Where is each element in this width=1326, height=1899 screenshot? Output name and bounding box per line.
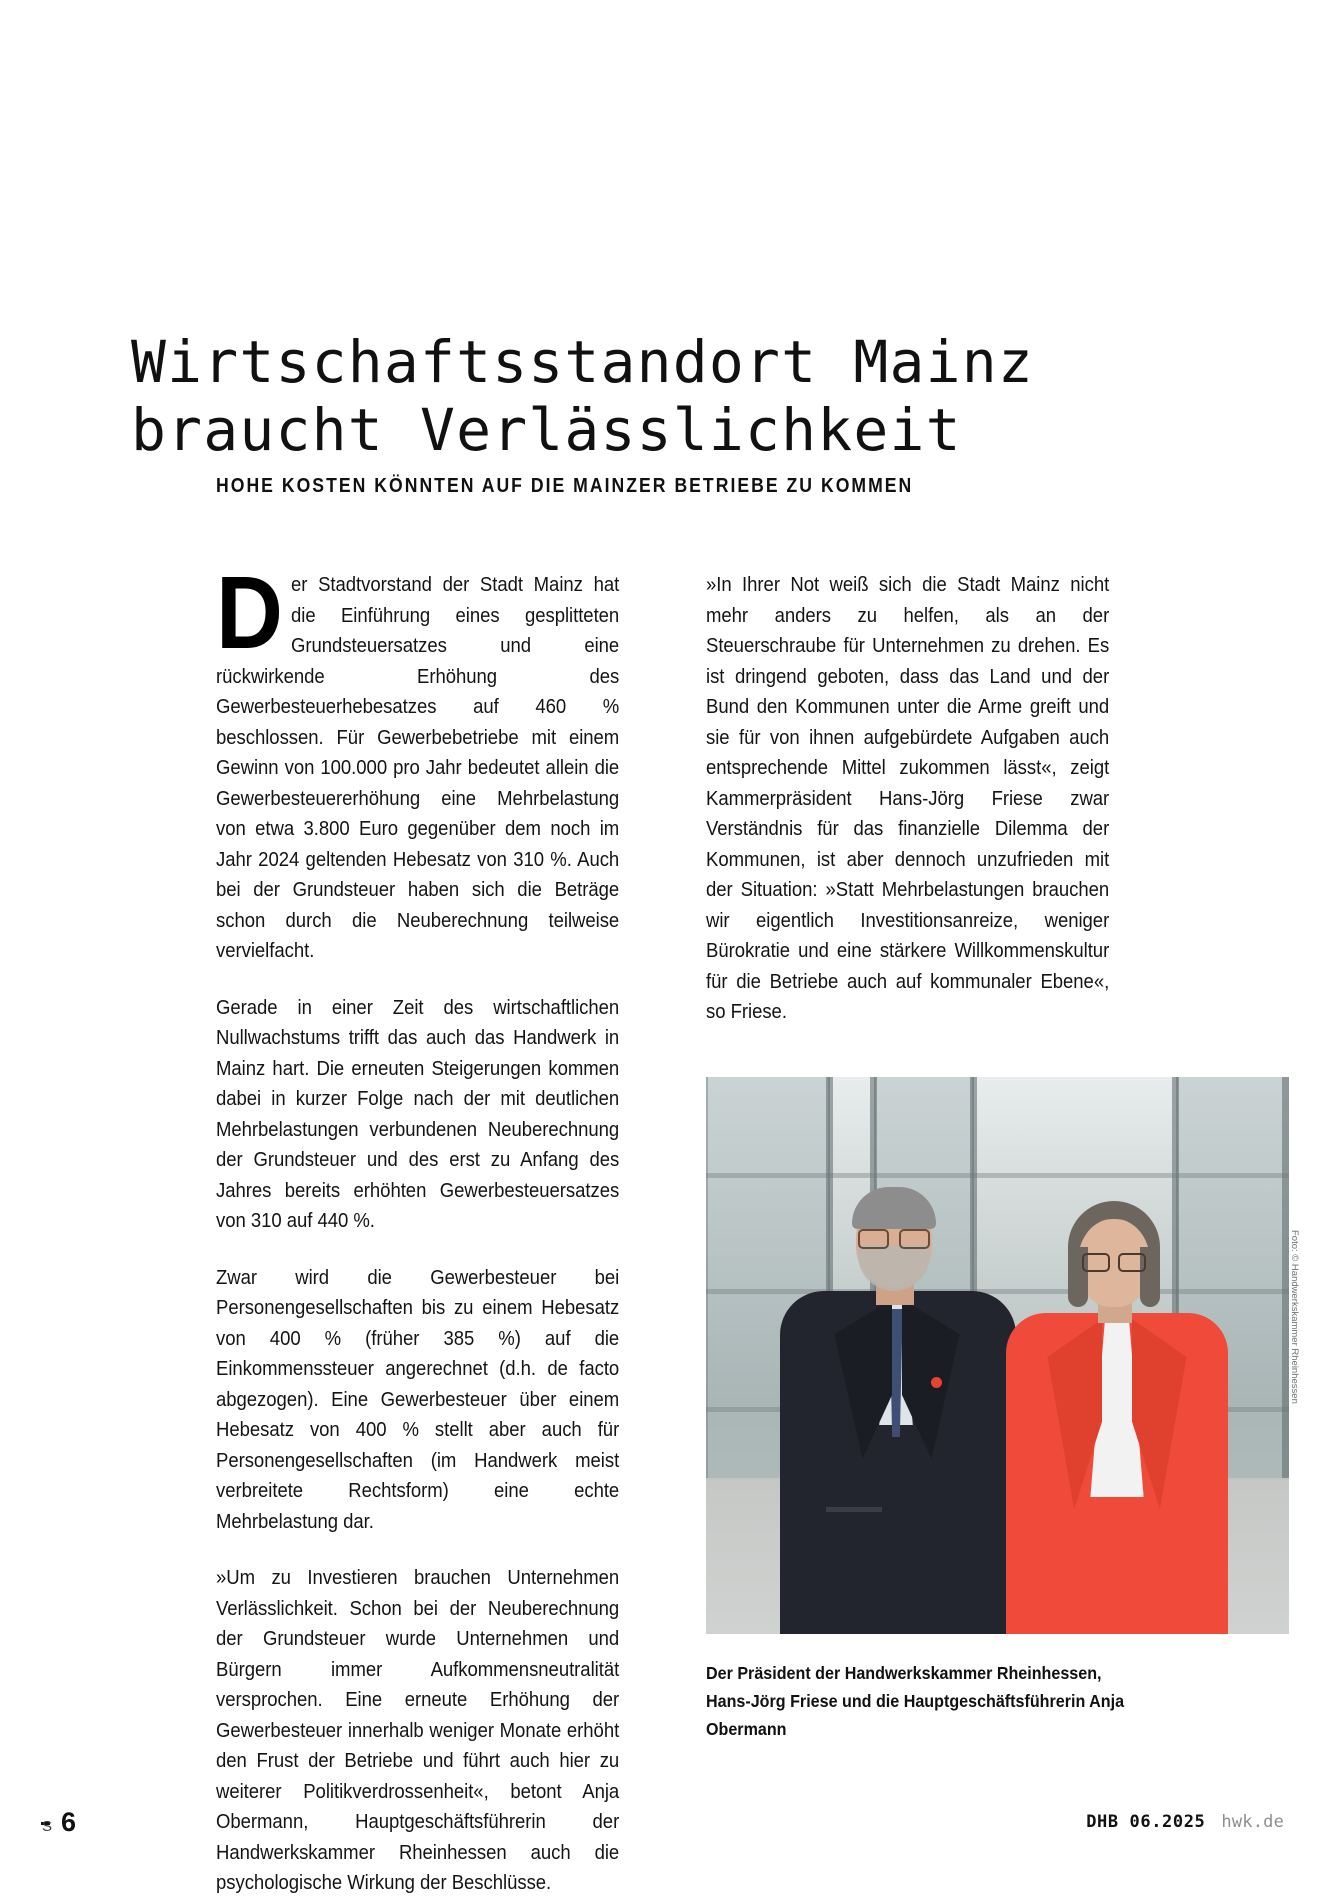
page-number: 6 <box>61 1807 76 1837</box>
page-title <box>131 328 1211 464</box>
paragraph-left-4: »Um zu Investieren brauchen Unternehmen Verlässlichkeit. Schon bei der Neuberechnung der Grundsteuer wurde Unternehmen und Bürgern immer Aufkommensneutralität versprochen. Eine erneute Erhöhung der Gewerbesteuer innerhalb weniger Monate erhöht den Frust der Betriebe und führt auch hier zu weiterer Politikverdrossenheit«, betont Anja Obermann, Hauptgeschäftsführerin der Handwerkskammer Rheinhessen auch die psychologische Wirkung der Beschlüsse. <box>216 1566 620 1894</box>
lapel-pin-icon <box>931 1377 942 1388</box>
article-kicker: HOHE KOSTEN KÖNNTEN AUF DIE MAINZER BETRIEBE ZU KOMMEN <box>216 475 914 497</box>
article-column-right <box>706 570 1109 1028</box>
paragraph-left-1: Der Stadtvorstand der Stadt Mainz hat die Einführung eines gesplitteten Grundsteuersatzes und eine rückwirkende Erhöhung des Gewerbesteuerhebesatzes auf 460 % beschlossen. Für Gewerbebetriebe mit einem Gewinn von 100.000 pro Jahr bedeutet allein die Gewerbesteuererhöhung eine Mehrbelastung von etwa 3.800 Euro gegenüber dem noch im Jahr 2024 geltenden Hebesatz von 310 %. Auch bei der Grundsteuer haben sich die Beträge schon durch die Neuberechnung teilweise vervielfacht. <box>216 555 620 962</box>
paragraph-right-1: »In Ihrer Not weiß sich die Stadt Mainz nicht mehr anders zu helfen, als an der Steuerschraube für Unternehmen zu drehen. Es ist dringend geboten, dass das Land und der Bund den Kommunen unter die Arme greift und sie für von ihnen aufgebürdete Aufgaben auch entsprechende Mittel zukommen lässt«, zeigt Kammerpräsident Hans-Jörg Friese zwar Verständnis für das finanzielle Dilemma der Kommunen, ist aber dennoch unzufrieden mit der Situation: »Statt Mehrbelastungen brauchen wir eigentlich Investitionsanreize, weniger Bürokratie und eine stärkere Willkommenskultur für die Betriebe auch auf kommunaler Ebene«, so Friese. <box>706 573 1110 1023</box>
website-label: hwk.de <box>1221 1812 1284 1832</box>
folio-prefix: S <box>42 1818 53 1835</box>
article-photo <box>706 1077 1289 1634</box>
headline-line-1: Wirtschaftsstandort Mainz <box>131 328 1034 396</box>
photo-credit: Foto: © Handwerkskammer Rheinhessen <box>1289 1230 1300 1404</box>
photo-credit-holder <box>1289 1230 1309 1470</box>
article-column-left <box>216 555 620 1899</box>
paragraph-left-2: Gerade in einer Zeit des wirtschaftlichen Nullwachstums trifft das auch das Handwerk in Mainz hart. Die erneuten Steigerungen kommen dabei in kurzer Folge nach der mit deutlichen Mehrbelastungen verbundenen Neuberechnung der Grundsteuer und des erst zu Anfang des Jahres bereits erhöhten Gewerbesteuersatzes von 310 auf 440 %. <box>216 995 620 1232</box>
issue-label: DHB 06.2025 <box>1086 1812 1206 1832</box>
footer-meta <box>1086 1812 1284 1832</box>
footer-folio <box>42 1807 76 1838</box>
photo-caption: Der Präsident der Handwerkskammer Rheinhessen, Hans-Jörg Friese und die Hauptgeschäftsführerin Anja Obermann <box>706 1663 1125 1739</box>
paragraph-left-3: Zwar wird die Gewerbesteuer bei Personengesellschaften bis zu einem Hebesatz von 400 % (früher 385 %) auf die Einkommenssteuer angerechnet (d.h. de facto abgezogen). Eine Gewerbesteuer über einem Hebesatz von 400 % stellt aber auch für Personengesellschaften (im Handwerk meist verbreitete Rechtsform) eine echte Mehrbelastung dar. <box>216 1265 620 1533</box>
headline-line-2: braucht Verlässlichkeit <box>131 396 962 464</box>
glasses-icon <box>1082 1253 1146 1269</box>
glasses-icon <box>858 1229 930 1246</box>
